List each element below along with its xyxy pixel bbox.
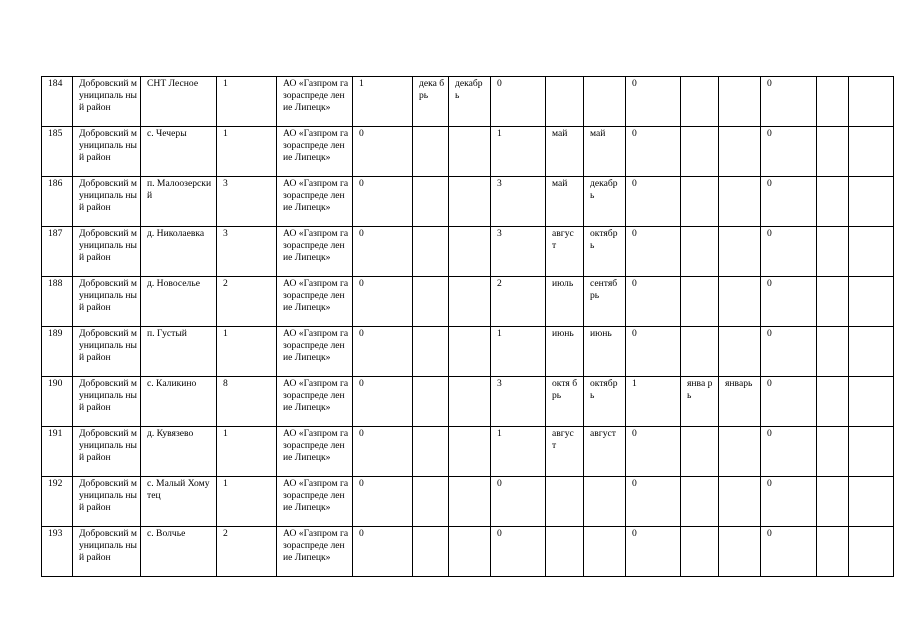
cell-plan-4-end bbox=[849, 227, 894, 277]
cell-plan-2-start bbox=[546, 77, 584, 127]
cell-plan-3-start bbox=[681, 227, 719, 277]
cell-plan-3-start: янва рь bbox=[681, 377, 719, 427]
cell-count: 2 bbox=[217, 527, 277, 577]
cell-plan-1-start bbox=[413, 427, 449, 477]
cell-plan-1-end bbox=[449, 127, 491, 177]
cell-plan-1-end bbox=[449, 327, 491, 377]
cell-row-number: 187 bbox=[42, 227, 73, 277]
cell-plan-3-end bbox=[719, 277, 761, 327]
cell-plan-2-end: июнь bbox=[584, 327, 626, 377]
cell-plan-4-count: 0 bbox=[761, 327, 817, 377]
cell-plan-2-start: май bbox=[546, 177, 584, 227]
cell-plan-2-count: 3 bbox=[491, 177, 546, 227]
cell-plan-1-start bbox=[413, 527, 449, 577]
cell-plan-4-end bbox=[849, 377, 894, 427]
cell-row-number: 193 bbox=[42, 527, 73, 577]
cell-organization: АО «Газпром газораспреде ление Липецк» bbox=[277, 127, 353, 177]
cell-plan-3-count: 0 bbox=[626, 127, 681, 177]
table-row bbox=[42, 177, 894, 227]
cell-plan-1-start bbox=[413, 477, 449, 527]
cell-plan-2-count: 2 bbox=[491, 277, 546, 327]
cell-plan-3-count: 0 bbox=[626, 227, 681, 277]
cell-plan-1-count: 0 bbox=[353, 527, 413, 577]
cell-plan-2-end: сентяб рь bbox=[584, 277, 626, 327]
cell-plan-2-end bbox=[584, 477, 626, 527]
cell-row-number: 185 bbox=[42, 127, 73, 177]
cell-organization: АО «Газпром газораспреде ление Липецк» bbox=[277, 377, 353, 427]
cell-plan-2-start bbox=[546, 477, 584, 527]
cell-district: Добровский муниципаль ный район bbox=[73, 477, 141, 527]
cell-plan-4-count: 0 bbox=[761, 277, 817, 327]
cell-plan-4-start bbox=[817, 277, 849, 327]
cell-plan-4-count: 0 bbox=[761, 527, 817, 577]
cell-settlement: п. Малоозерски й bbox=[141, 177, 217, 227]
cell-organization: АО «Газпром газораспреде ление Липецк» bbox=[277, 527, 353, 577]
cell-plan-3-end: январь bbox=[719, 377, 761, 427]
cell-plan-3-start bbox=[681, 427, 719, 477]
cell-plan-3-count: 0 bbox=[626, 77, 681, 127]
cell-plan-1-count: 0 bbox=[353, 377, 413, 427]
cell-settlement: с. Чечеры bbox=[141, 127, 217, 177]
cell-plan-1-end bbox=[449, 277, 491, 327]
cell-plan-4-start bbox=[817, 477, 849, 527]
table-row bbox=[42, 227, 894, 277]
cell-district: Добровский муниципаль ный район bbox=[73, 277, 141, 327]
cell-plan-2-end bbox=[584, 527, 626, 577]
cell-plan-2-count: 3 bbox=[491, 377, 546, 427]
cell-plan-2-end: май bbox=[584, 127, 626, 177]
cell-plan-2-end: август bbox=[584, 427, 626, 477]
cell-plan-1-start bbox=[413, 177, 449, 227]
table-row bbox=[42, 527, 894, 577]
cell-district: Добровский муниципаль ный район bbox=[73, 77, 141, 127]
cell-plan-3-start bbox=[681, 77, 719, 127]
cell-settlement: д. Кувязево bbox=[141, 427, 217, 477]
cell-plan-4-end bbox=[849, 77, 894, 127]
cell-plan-1-start bbox=[413, 377, 449, 427]
cell-plan-3-start bbox=[681, 327, 719, 377]
data-table bbox=[41, 76, 894, 577]
cell-plan-3-count: 0 bbox=[626, 477, 681, 527]
cell-plan-1-end bbox=[449, 377, 491, 427]
cell-plan-1-count: 0 bbox=[353, 327, 413, 377]
cell-plan-2-count: 1 bbox=[491, 327, 546, 377]
cell-count: 1 bbox=[217, 77, 277, 127]
cell-plan-3-count: 0 bbox=[626, 427, 681, 477]
cell-plan-3-end bbox=[719, 527, 761, 577]
cell-plan-1-count: 0 bbox=[353, 227, 413, 277]
cell-plan-4-start bbox=[817, 177, 849, 227]
cell-plan-1-count: 0 bbox=[353, 477, 413, 527]
cell-settlement: д. Новоселье bbox=[141, 277, 217, 327]
cell-plan-1-start bbox=[413, 227, 449, 277]
cell-row-number: 186 bbox=[42, 177, 73, 227]
cell-plan-1-end bbox=[449, 177, 491, 227]
cell-row-number: 192 bbox=[42, 477, 73, 527]
cell-plan-4-end bbox=[849, 327, 894, 377]
cell-plan-3-end bbox=[719, 77, 761, 127]
cell-plan-3-count: 0 bbox=[626, 277, 681, 327]
cell-plan-3-start bbox=[681, 177, 719, 227]
cell-plan-2-end bbox=[584, 77, 626, 127]
cell-plan-4-start bbox=[817, 327, 849, 377]
cell-plan-3-start bbox=[681, 127, 719, 177]
cell-plan-3-end bbox=[719, 327, 761, 377]
table-row bbox=[42, 427, 894, 477]
cell-plan-2-count: 1 bbox=[491, 427, 546, 477]
cell-plan-4-count: 0 bbox=[761, 377, 817, 427]
cell-settlement: с. Малый Хомутец bbox=[141, 477, 217, 527]
cell-plan-2-end: декабр ь bbox=[584, 177, 626, 227]
cell-count: 2 bbox=[217, 277, 277, 327]
cell-settlement: п. Густый bbox=[141, 327, 217, 377]
cell-count: 8 bbox=[217, 377, 277, 427]
cell-plan-4-start bbox=[817, 377, 849, 427]
cell-plan-2-start bbox=[546, 527, 584, 577]
cell-plan-4-end bbox=[849, 127, 894, 177]
cell-plan-2-start: авгус т bbox=[546, 227, 584, 277]
cell-plan-2-count: 0 bbox=[491, 77, 546, 127]
cell-plan-2-end: октябр ь bbox=[584, 377, 626, 427]
table-row bbox=[42, 477, 894, 527]
table-row bbox=[42, 127, 894, 177]
cell-count: 1 bbox=[217, 477, 277, 527]
cell-settlement: с. Каликино bbox=[141, 377, 217, 427]
cell-district: Добровский муниципаль ный район bbox=[73, 377, 141, 427]
cell-plan-2-end: октябр ь bbox=[584, 227, 626, 277]
table-row bbox=[42, 377, 894, 427]
table-row bbox=[42, 327, 894, 377]
cell-plan-1-end bbox=[449, 527, 491, 577]
cell-plan-3-start bbox=[681, 527, 719, 577]
cell-plan-1-end: декабр ь bbox=[449, 77, 491, 127]
cell-plan-1-count: 0 bbox=[353, 127, 413, 177]
cell-plan-1-start bbox=[413, 327, 449, 377]
cell-row-number: 191 bbox=[42, 427, 73, 477]
cell-row-number: 189 bbox=[42, 327, 73, 377]
cell-plan-1-count: 0 bbox=[353, 177, 413, 227]
cell-organization: АО «Газпром газораспреде ление Липецк» bbox=[277, 327, 353, 377]
cell-plan-4-end bbox=[849, 427, 894, 477]
cell-plan-3-end bbox=[719, 177, 761, 227]
cell-plan-4-count: 0 bbox=[761, 227, 817, 277]
cell-plan-3-end bbox=[719, 127, 761, 177]
cell-plan-3-end bbox=[719, 227, 761, 277]
cell-plan-2-count: 0 bbox=[491, 477, 546, 527]
table-row bbox=[42, 277, 894, 327]
cell-plan-1-end bbox=[449, 227, 491, 277]
cell-plan-4-start bbox=[817, 77, 849, 127]
cell-plan-2-start: авгус т bbox=[546, 427, 584, 477]
cell-plan-2-start: июль bbox=[546, 277, 584, 327]
cell-plan-3-start bbox=[681, 477, 719, 527]
cell-plan-4-count: 0 bbox=[761, 477, 817, 527]
cell-settlement: СНТ Лесное bbox=[141, 77, 217, 127]
cell-district: Добровский муниципаль ный район bbox=[73, 327, 141, 377]
cell-plan-4-start bbox=[817, 127, 849, 177]
cell-count: 3 bbox=[217, 227, 277, 277]
cell-count: 1 bbox=[217, 427, 277, 477]
cell-plan-1-end bbox=[449, 477, 491, 527]
cell-settlement: д. Николаевка bbox=[141, 227, 217, 277]
cell-organization: АО «Газпром газораспреде ление Липецк» bbox=[277, 477, 353, 527]
cell-plan-1-start: дека брь bbox=[413, 77, 449, 127]
cell-plan-3-end bbox=[719, 477, 761, 527]
cell-plan-2-count: 0 bbox=[491, 527, 546, 577]
cell-plan-2-count: 1 bbox=[491, 127, 546, 177]
cell-plan-3-count: 0 bbox=[626, 327, 681, 377]
cell-plan-4-end bbox=[849, 527, 894, 577]
cell-plan-2-start: июнь bbox=[546, 327, 584, 377]
cell-plan-4-end bbox=[849, 477, 894, 527]
cell-plan-4-start bbox=[817, 227, 849, 277]
cell-plan-1-start bbox=[413, 277, 449, 327]
cell-plan-3-count: 0 bbox=[626, 527, 681, 577]
cell-plan-4-start bbox=[817, 427, 849, 477]
cell-plan-2-count: 3 bbox=[491, 227, 546, 277]
cell-district: Добровский муниципаль ный район bbox=[73, 127, 141, 177]
cell-settlement: с. Волчье bbox=[141, 527, 217, 577]
cell-plan-1-count: 0 bbox=[353, 427, 413, 477]
cell-plan-1-end bbox=[449, 427, 491, 477]
cell-plan-3-count: 1 bbox=[626, 377, 681, 427]
cell-organization: АО «Газпром газораспреде ление Липецк» bbox=[277, 427, 353, 477]
table-body bbox=[42, 77, 894, 577]
cell-district: Добровский муниципаль ный район bbox=[73, 177, 141, 227]
cell-count: 1 bbox=[217, 327, 277, 377]
cell-plan-3-end bbox=[719, 427, 761, 477]
cell-plan-4-end bbox=[849, 277, 894, 327]
cell-plan-4-count: 0 bbox=[761, 427, 817, 477]
cell-plan-4-end bbox=[849, 177, 894, 227]
cell-row-number: 188 bbox=[42, 277, 73, 327]
cell-plan-4-count: 0 bbox=[761, 127, 817, 177]
cell-row-number: 184 bbox=[42, 77, 73, 127]
cell-count: 1 bbox=[217, 127, 277, 177]
cell-plan-4-count: 0 bbox=[761, 177, 817, 227]
cell-organization: АО «Газпром газораспреде ление Липецк» bbox=[277, 227, 353, 277]
cell-plan-1-count: 1 bbox=[353, 77, 413, 127]
cell-plan-4-count: 0 bbox=[761, 77, 817, 127]
cell-organization: АО «Газпром газораспреде ление Липецк» bbox=[277, 177, 353, 227]
cell-organization: АО «Газпром газораспреде ление Липецк» bbox=[277, 77, 353, 127]
cell-organization: АО «Газпром газораспреде ление Липецк» bbox=[277, 277, 353, 327]
cell-district: Добровский муниципаль ный район bbox=[73, 427, 141, 477]
cell-plan-3-count: 0 bbox=[626, 177, 681, 227]
cell-row-number: 190 bbox=[42, 377, 73, 427]
cell-plan-4-start bbox=[817, 527, 849, 577]
cell-plan-3-start bbox=[681, 277, 719, 327]
cell-district: Добровский муниципаль ный район bbox=[73, 227, 141, 277]
cell-plan-1-count: 0 bbox=[353, 277, 413, 327]
cell-plan-1-start bbox=[413, 127, 449, 177]
cell-district: Добровский муниципаль ный район bbox=[73, 527, 141, 577]
table-row bbox=[42, 77, 894, 127]
cell-plan-2-start: октя брь bbox=[546, 377, 584, 427]
cell-count: 3 bbox=[217, 177, 277, 227]
cell-plan-2-start: май bbox=[546, 127, 584, 177]
